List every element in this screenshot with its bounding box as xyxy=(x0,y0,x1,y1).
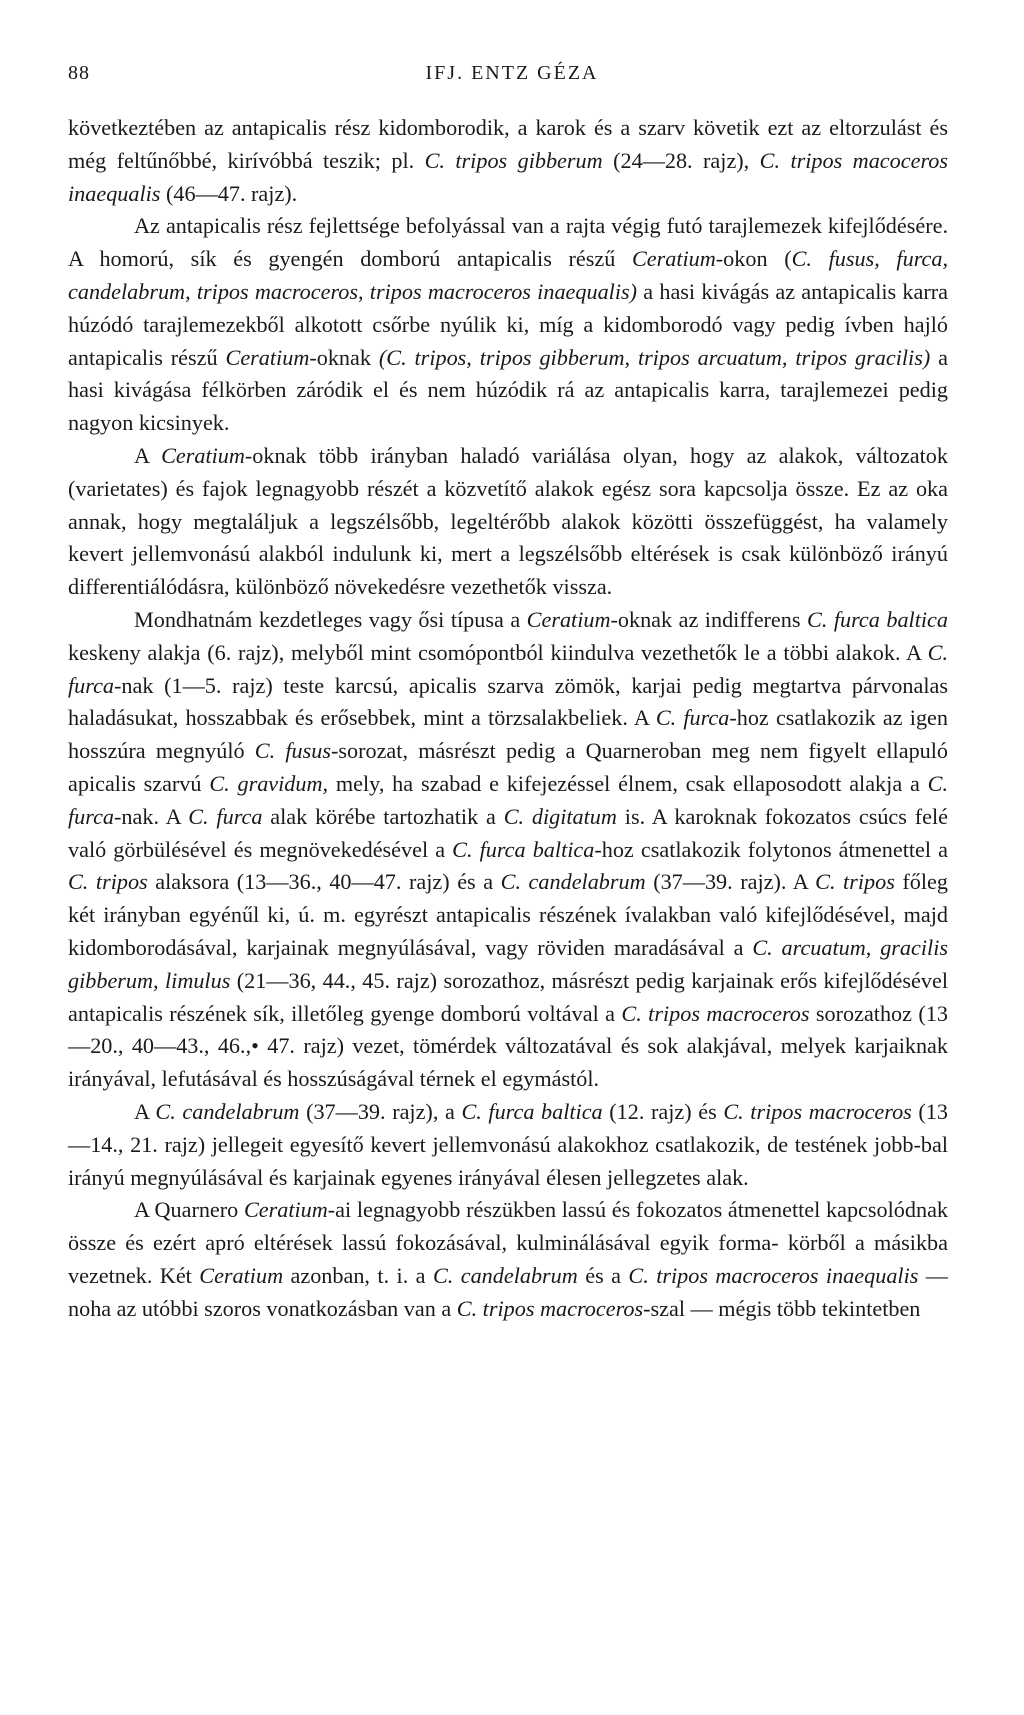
text-run: is. A karoknak fokozatos csúcs felé való görbülésével és megnövekedésével a xyxy=(68,803,949,862)
text-run: A xyxy=(134,1098,156,1124)
taxon-name: C. furca xyxy=(68,639,948,698)
taxon-name: C. furca xyxy=(188,803,263,829)
text-run: mely, ha szabad e kifejezéssel élnem, csak ellaposodott alakja a xyxy=(328,770,928,796)
text-run: -nak (1—5. rajz) teste karcsú, apicalis szarva zömök, karjai pedig megtartva párvonalas haladásukat, hosszabbak és erősebbek, mint a törzsalakbeliek. A xyxy=(68,672,948,731)
text-run: a hasi kivágás az antapicalis karra húzódó tarajlemezekből alkotott csőrbe nyúlik ki, míg a kidomborodó vagy pedig ívben hajló antapicalis részű xyxy=(68,278,948,370)
taxon-name: C. tripos macroceros xyxy=(621,1000,810,1026)
text-run: — noha az utóbbi szoros vonatkozásban van a xyxy=(68,1262,948,1321)
taxon-name: Ceratium xyxy=(526,606,611,632)
paragraph xyxy=(68,604,948,1096)
text-run: -oknak az indifferens xyxy=(610,606,808,632)
text-run: -oknak xyxy=(309,344,379,370)
body-text xyxy=(68,112,948,1325)
taxon-name: C. furca baltica xyxy=(807,606,948,632)
paragraph xyxy=(68,1096,948,1194)
taxon-name: C. digitatum xyxy=(503,803,617,829)
text-run: azonban, t. i. a xyxy=(283,1262,433,1288)
taxon-name: Ceratium xyxy=(161,442,245,468)
text-run: -oknak több irányban haladó variálása olyan, hogy az alakok, változatok (varietates) és fajok legnagyobb részét a közvetítő alakok egész sora kapcsolja össze. Ez az oka annak, hogy megtaláljuk a legszélsőbb, legeltérőbb alakok közötti összefüggést, ha valamely kevert jellemvonású alakból indulunk ki, mert a legszélsőbb eltérések is csak különböző irányú differentiálódásra, különböző növekedésre vezethetők vissza. xyxy=(68,442,948,600)
paragraph-continued xyxy=(68,112,948,210)
paragraph xyxy=(68,440,948,604)
text-run: A xyxy=(134,442,162,468)
text-run: -szal — mégis több tekintetben xyxy=(643,1295,921,1321)
taxon-name: C. tripos macroceros inaequalis xyxy=(628,1262,919,1288)
taxon-name: C. tripos gibberum xyxy=(424,147,603,173)
running-title: IFJ. ENTZ GÉZA xyxy=(425,62,599,84)
taxon-name: Ceratium xyxy=(631,246,716,272)
taxon-name: Ceratium xyxy=(225,344,310,370)
taxon-name: C. fusus, furca, candelabrum, tripos macroceros, tripos macroceros inaequalis) xyxy=(68,246,948,304)
taxon-name: Ceratium xyxy=(199,1262,284,1288)
text-run: sorozathoz (13—20., 40—43., 46.,• 47. rajz) vezet, tömérdek változatával és sok alakjával, melyek karjaiknak irányával, lefutásával és hosszúságával térnek el egymástól. xyxy=(68,1000,948,1092)
taxon-name: C. furca xyxy=(655,705,730,731)
text-run: és a xyxy=(577,1262,629,1288)
taxon-name: C. furca xyxy=(68,770,949,829)
text-run: (12. rajz) és xyxy=(602,1098,724,1124)
taxon-name: C. fusus xyxy=(254,738,331,764)
taxon-name: C. furca baltica xyxy=(461,1098,603,1124)
taxon-name: C. tripos xyxy=(815,869,895,895)
text-run: Az antapicalis rész fejlettsége befolyással van a rajta végig futó tarajlemezek kifejlődésére. A homorú, sík és gyengén domború antapicalis részű xyxy=(68,213,948,272)
taxon-name: C. tripos macroceros xyxy=(456,1295,644,1321)
text-run: keskeny alakja (6. rajz), melyből mint csomópontból kiindulva vezethetők le a többi alakok. A xyxy=(68,639,928,665)
taxon-name: C. tripos xyxy=(68,869,148,895)
taxon-name: Ceratium xyxy=(243,1197,328,1223)
taxon-name: C. tripos macoceros inaequalis xyxy=(68,147,948,206)
text-run: -sorozat, másrészt pedig a Quarneroban meg nem figyelt ellapuló apicalis szarvú xyxy=(68,738,949,796)
text-run: (13—14., 21. rajz) jellegeit egyesítő kevert jellemvonású alakokhoz csatlakozik, de testének jobb-bal irányú megnyúlásával és karjainak egyenes irányával élesen jellegzetes alak. xyxy=(68,1098,948,1190)
text-run: következtében az antapicalis rész kidomborodik, a karok és a szarv követik ezt az eltorzulást és még feltűnőbbé, kirívóbbá teszik; pl. xyxy=(68,115,948,173)
taxon-name: C. tripos macroceros xyxy=(723,1098,912,1124)
text-run: (21—36, 44., 45. rajz) sorozathoz, másrészt pedig karjainak erős kifejlődésével antapicalis részének sík, illetőleg gyenge domború voltával a xyxy=(68,967,948,1026)
page-number: 88 xyxy=(68,62,90,84)
taxon-name: (C. tripos, tripos gibberum, tripos arcuatum, tripos gracilis) xyxy=(378,344,931,370)
text-run: (37—39. rajz). A xyxy=(645,869,816,895)
paragraph xyxy=(68,210,948,440)
taxon-name: C. candelabrum xyxy=(500,869,646,895)
text-run: -hoz csatlakozik az igen hosszúra megnyúló xyxy=(68,705,948,764)
text-run: -nak. A xyxy=(114,803,189,829)
text-run: -ai legnagyobb részükben lassú és fokozatos átmenettel kapcsolódnak össze és ezért apró eltérések lassú fokozásával, kulminálásával egyik forma- körből a másikba vezetnek. Két xyxy=(68,1197,949,1288)
text-run: Mondhatnám kezdetleges vagy ősi típusa a xyxy=(134,606,527,632)
taxon-name: C. gravidum, xyxy=(209,770,329,796)
text-run: -hoz csatlakozik folytonos átmenettel a xyxy=(594,836,949,862)
text-run: a hasi kivágása félkörben záródik el és nem húzódik rá az antapicalis karra, tarajlemezei pedig nagyon kicsinyek. xyxy=(68,344,948,436)
text-run: A Quarnero xyxy=(134,1197,244,1223)
text-run: (37—39. rajz), a xyxy=(299,1098,462,1124)
taxon-name: C. arcuatum, gracilis gibberum, limulus xyxy=(68,934,948,993)
text-run: főleg két irányban egyénűl ki, ú. m. egyrészt antapicalis részének ívalakban való kifejlődésével, majd kidomborodásával, karjainak megnyúlásával, vagy röviden maradásával a xyxy=(68,869,948,960)
text-run: (46—47. rajz). xyxy=(160,180,298,206)
page-header xyxy=(68,62,956,92)
taxon-name: C. candelabrum xyxy=(155,1098,300,1124)
paragraph xyxy=(68,1194,948,1325)
text-run: alaksora (13—36., 40—47. rajz) és a xyxy=(147,869,501,895)
text-run: (24—28. rajz), xyxy=(602,147,760,173)
taxon-name: C. candelabrum xyxy=(432,1262,578,1288)
text-run: -okon ( xyxy=(715,246,792,272)
taxon-name: C. furca baltica xyxy=(452,836,595,862)
text-run: alak körébe tartozhatik a xyxy=(262,803,504,829)
